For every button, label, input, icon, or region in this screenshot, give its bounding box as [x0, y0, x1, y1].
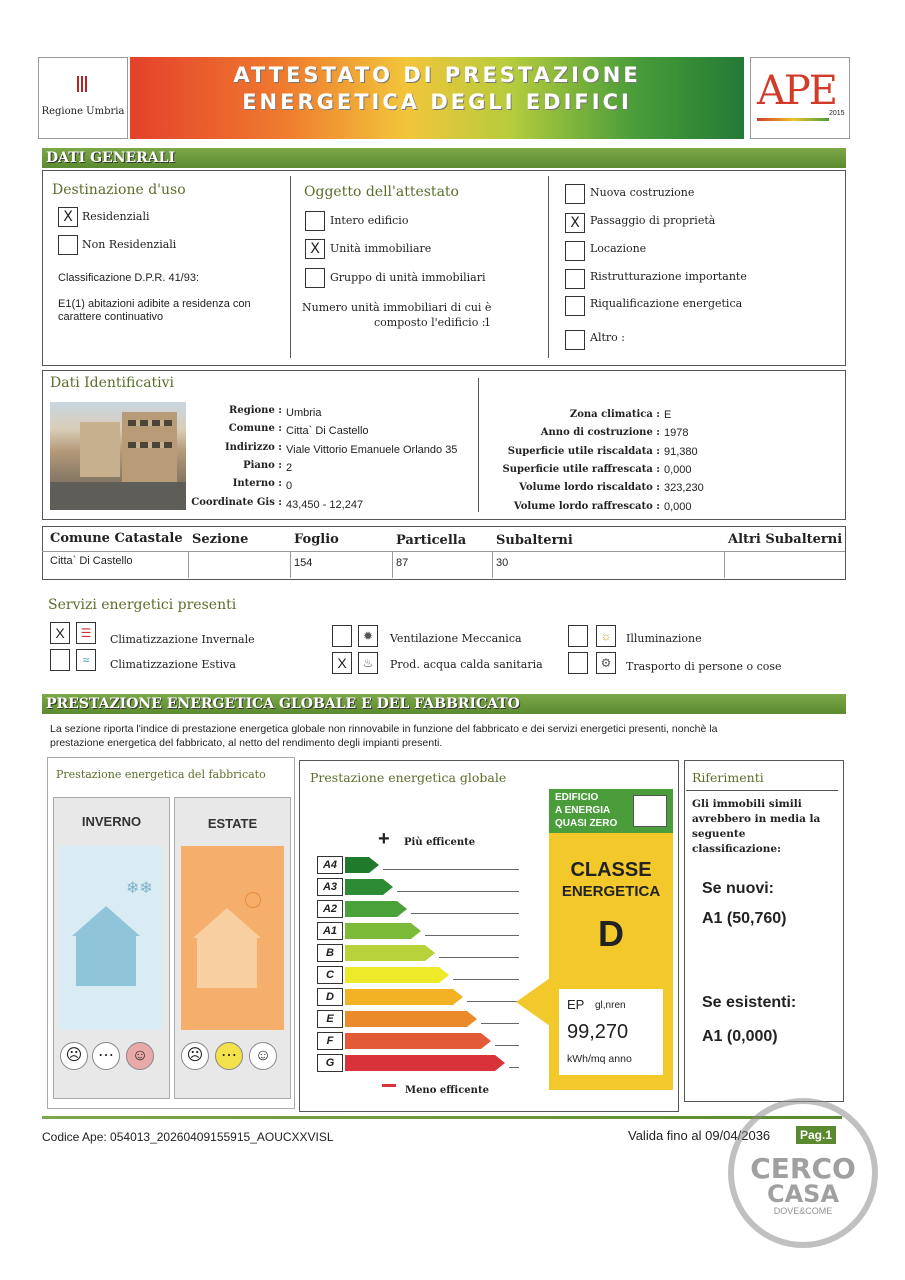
climatizzazione-invernale-checkbox[interactable]: X [50, 622, 70, 644]
energy-class-guide [397, 891, 519, 892]
house-hot-body [197, 938, 257, 988]
nzeb-checkbox [633, 795, 667, 827]
ventilazione-meccanica-checkbox[interactable] [332, 625, 352, 647]
coordinate-label: Coordinate Gis : [191, 497, 282, 508]
minus-icon [382, 1084, 396, 1087]
climatizzazione-invernale-label: Climatizzazione Invernale [110, 633, 255, 646]
catasto-header-comune: Comune Catastale [50, 531, 183, 546]
catasto-header-foglio: Foglio [294, 532, 339, 547]
plus-icon: + [378, 828, 390, 850]
energy-class-guide [411, 913, 519, 914]
oggetto-title: Oggetto dell'attestato [304, 184, 459, 200]
valida-fino: Valida fino al 09/04/2036 [628, 1128, 771, 1143]
energy-class-guide [481, 1023, 519, 1024]
non-residenziali-label: Non Residenziali [82, 238, 177, 251]
riqualificazione-checkbox[interactable] [565, 296, 585, 316]
intero-edificio-label: Intero edificio [330, 214, 409, 227]
acqua-calda-checkbox[interactable]: X [332, 652, 352, 674]
face-happy-icon: ☺ [249, 1042, 277, 1070]
house-cold-icon [72, 906, 140, 936]
indirizzo-value: Viale Vittorio Emanuele Orlando 35 [286, 444, 458, 456]
ape-logo: APE [757, 68, 836, 114]
ristrutturazione-checkbox[interactable] [565, 269, 585, 289]
estate-panel [174, 797, 291, 1099]
catasto-col-sep [188, 551, 189, 578]
energy-class-bar [345, 923, 421, 939]
regione-label: Regione : [229, 405, 282, 416]
energy-class-scale [317, 856, 527, 1076]
title-line1: ATTESTATO DI PRESTAZIONE [233, 63, 641, 87]
energy-class-row [317, 1010, 517, 1028]
id-labels-right [490, 409, 660, 519]
interno-value: 0 [286, 480, 293, 492]
energy-class-bar [345, 989, 463, 1005]
title-banner [130, 57, 744, 139]
classificazione-value-1: E1(1) abitazioni adibite a residenza con [58, 298, 251, 310]
energy-class-row [317, 856, 517, 874]
watermark-line3: DOVE&COME [773, 1206, 833, 1216]
classe-pointer-arrow [516, 978, 550, 1026]
climatizzazione-estiva-checkbox[interactable] [50, 649, 70, 671]
energy-class-bar [345, 857, 379, 873]
nuovi-value: A1 (50,760) [702, 910, 787, 927]
energy-class-label: A2 [317, 900, 343, 918]
energy-class-bar [345, 967, 449, 983]
passaggio-proprieta-checkbox[interactable]: X [565, 213, 585, 233]
numero-unita-line2: composto l'edificio : [374, 316, 486, 329]
nuova-costruzione-label: Nuova costruzione [590, 186, 695, 199]
fabbricato-title: Prestazione energetica del fabbricato [56, 768, 266, 781]
ape-logo-box [750, 57, 850, 139]
piano-label: Piano : [243, 460, 282, 471]
zona-climatica-label: Zona climatica : [569, 409, 660, 420]
energy-class-guide [467, 1001, 519, 1002]
classe-value: D [598, 913, 624, 954]
ep-box [559, 989, 663, 1075]
prestazione-desc-line1: La sezione riporta l'indice di prestazione energetica globale non rinnovabile in funzione del fabbricato e dei servizi energetici presenti, nonchè la [50, 723, 718, 735]
energy-class-bar [345, 1033, 491, 1049]
climatizzazione-estiva-label: Climatizzazione Estiva [110, 658, 236, 671]
energy-class-label: A4 [317, 856, 343, 874]
region-logo-box [38, 57, 128, 139]
divider [548, 176, 549, 358]
energy-class-label: F [317, 1032, 343, 1050]
energy-class-bar [345, 945, 435, 961]
altro-checkbox[interactable] [565, 330, 585, 350]
ventilazione-meccanica-label: Ventilazione Meccanica [390, 632, 522, 645]
anno-costruzione-label: Anno di costruzione : [540, 427, 660, 438]
ape-year: 2015 [829, 110, 845, 117]
altro-label: Altro : [590, 331, 625, 344]
gruppo-unita-checkbox[interactable] [305, 268, 325, 288]
inverno-label: INVERNO [81, 814, 142, 829]
house-hot-icon [193, 908, 261, 938]
inverno-panel [53, 797, 170, 1099]
rif-line2: avrebbero in media la [692, 813, 821, 825]
illuminazione-label: Illuminazione [626, 632, 702, 645]
energy-class-bar [345, 901, 407, 917]
interno-label: Interno : [232, 478, 282, 489]
energy-class-bar [345, 879, 393, 895]
energy-class-label: C [317, 966, 343, 984]
vol-raff-label: Volume lordo raffrescato : [513, 501, 660, 512]
energy-class-label: E [317, 1010, 343, 1028]
classificazione-value-2: carattere continuativo [58, 311, 164, 323]
ep-value: 99,270 [567, 1021, 629, 1043]
energy-class-label: B [317, 944, 343, 962]
comune-label: Comune : [228, 423, 282, 434]
rif-line1: Gli immobili simili [692, 798, 802, 810]
riqualificazione-label: Riqualificazione energetica [590, 297, 743, 310]
globale-title: Prestazione energetica globale [310, 770, 507, 785]
energy-class-row [317, 1054, 517, 1072]
classe-box [549, 789, 673, 1090]
lightbulb-icon: ☼ [596, 625, 616, 647]
catasto-cell-particella: 87 [396, 557, 409, 569]
catasto-cell-subalterni: 30 [496, 557, 509, 569]
regione-value: Umbria [286, 407, 322, 419]
illuminazione-checkbox[interactable] [568, 625, 588, 647]
vol-risc-label: Volume lordo riscaldato : [519, 482, 660, 493]
sup-raff-label: Superficie utile raffrescata : [502, 464, 660, 475]
riferimenti-divider [686, 790, 838, 791]
zona-climatica-value: E [664, 409, 672, 421]
energy-class-label: G [317, 1054, 343, 1072]
intero-edificio-checkbox[interactable] [305, 211, 325, 231]
prestazione-bar: PRESTAZIONE ENERGETICA GLOBALE E DEL FABBRICATO [42, 694, 846, 714]
non-residenziali-checkbox[interactable] [58, 235, 78, 255]
watermark-line1: CERCO [750, 1152, 856, 1185]
energy-class-bar [345, 1011, 477, 1027]
house-cold-body [76, 936, 136, 986]
sup-risc-label: Superficie utile riscaldata : [507, 446, 660, 457]
dati-identificativi-title: Dati Identificativi [50, 375, 175, 391]
sun-icon [245, 892, 261, 908]
sup-raff-value: 0,000 [664, 464, 692, 476]
vol-risc-value: 323,230 [664, 482, 704, 494]
catasto-col-sep [492, 551, 493, 578]
catasto-cell-foglio: 154 [294, 557, 313, 569]
face-sad-icon: ☹ [181, 1042, 209, 1070]
rif-line3: seguente [692, 828, 746, 840]
energy-class-guide [509, 1067, 519, 1068]
energy-class-guide [495, 1045, 519, 1046]
catasto-header-altri: Altri Subalterni [728, 532, 843, 547]
energy-class-row [317, 1032, 517, 1050]
catasto-header-particella: Particella [396, 533, 467, 548]
id-labels-left [190, 405, 282, 515]
divider [478, 378, 479, 512]
trasporto-checkbox[interactable] [568, 652, 588, 674]
energy-class-row [317, 878, 517, 896]
coordinate-value: 43,450 - 12,247 [286, 499, 364, 511]
energy-class-guide [439, 957, 519, 958]
gruppo-unita-label: Gruppo di unità immobiliari [330, 271, 486, 284]
locazione-label: Locazione [590, 242, 647, 255]
anno-costruzione-value: 1978 [664, 427, 689, 439]
esistenti-value: A1 (0,000) [702, 1028, 778, 1045]
air-conditioner-icon: ≈ [76, 649, 96, 671]
catasto-col-sep [724, 551, 725, 578]
energy-class-row [317, 988, 517, 1006]
piano-value: 2 [286, 462, 293, 474]
face-neutral-icon: ⋯ [215, 1042, 243, 1070]
energy-class-row [317, 922, 517, 940]
page-number: Pag.1 [796, 1126, 836, 1144]
classificazione-label: Classificazione D.P.R. 41/93: [58, 272, 200, 284]
catasto-header-subalterni: Subalterni [496, 533, 573, 548]
indirizzo-label: Indirizzo : [224, 442, 282, 453]
snowflake-icon: ❄❄ [126, 880, 153, 897]
acqua-calda-label: Prod. acqua calda sanitaria [390, 658, 543, 671]
servizi-title: Servizi energetici presenti [48, 597, 237, 613]
nzeb-line3: QUASI ZERO [555, 818, 618, 829]
ristrutturazione-label: Ristrutturazione importante [590, 270, 747, 283]
catasto-header-sezione: Sezione [192, 532, 249, 547]
trasporto-label: Trasporto di persone o cose [626, 660, 782, 673]
radiator-icon: ☰ [76, 622, 96, 644]
energy-class-row [317, 966, 517, 984]
fan-icon: ✹ [358, 625, 378, 647]
energy-class-guide [425, 935, 519, 936]
nuovi-label: Se nuovi: [702, 880, 775, 897]
classe-line2: ENERGETICA [561, 883, 661, 900]
classe-line1: CLASSE [570, 859, 652, 881]
region-emblem-icon [77, 76, 89, 92]
faucet-icon: ♨ [358, 652, 378, 674]
riferimenti-title: Riferimenti [692, 770, 764, 785]
residenziali-label: Residenziali [82, 210, 150, 223]
unita-immobiliare-checkbox[interactable]: X [305, 239, 325, 259]
residenziali-checkbox[interactable]: X [58, 207, 78, 227]
ape-underline [757, 118, 829, 121]
energy-class-row [317, 900, 517, 918]
footer-divider [42, 1116, 842, 1119]
nzeb-box [549, 789, 673, 833]
prestazione-desc-line2: prestazione energetica del fabbricato, al netto del rendimento degli impianti presenti. [50, 737, 443, 749]
comune-value: Citta` Di Castello [286, 425, 369, 437]
energy-class-bar [345, 1055, 505, 1071]
face-happy-icon: ☺ [126, 1042, 154, 1070]
ep-label: EP [567, 997, 585, 1012]
vol-raff-value: 0,000 [664, 501, 692, 513]
destinazione-title: Destinazione d'uso [52, 182, 186, 198]
estate-label: ESTATE [207, 816, 258, 831]
catasto-col-sep [392, 551, 393, 578]
nuova-costruzione-checkbox[interactable] [565, 184, 585, 204]
energy-class-label: A3 [317, 878, 343, 896]
building-photo [50, 402, 186, 510]
nzeb-line2: A ENERGIA [555, 805, 611, 816]
codice-ape: Codice Ape: 054013_20260409155915_AOUCXXVISL [42, 1130, 334, 1144]
energy-class-guide [453, 979, 519, 980]
energy-class-row [317, 944, 517, 962]
unita-immobiliare-label: Unità immobiliare [330, 242, 432, 255]
energy-class-label: D [317, 988, 343, 1006]
nzeb-line1: EDIFICIO [555, 792, 599, 803]
face-neutral-icon: ⋯ [92, 1042, 120, 1070]
energy-class-guide [383, 869, 519, 870]
riferimenti-panel [684, 760, 844, 1102]
passaggio-proprieta-label: Passaggio di proprietà [590, 214, 716, 227]
catasto-cell-comune: Citta` Di Castello [50, 555, 133, 567]
elevator-icon: ⚙ [596, 652, 616, 674]
ep-sub: gl,nren [595, 1000, 626, 1011]
region-logo-text: Regione Umbria [41, 106, 125, 117]
catasto-col-sep [290, 551, 291, 578]
rif-line4: classificazione: [692, 843, 781, 855]
watermark-logo [728, 1098, 878, 1248]
energy-class-label: A1 [317, 922, 343, 940]
esistenti-label: Se esistenti: [702, 994, 797, 1011]
title-line2: ENERGETICA DEGLI EDIFICI [242, 90, 632, 114]
piu-efficente-label: Più efficente [404, 837, 476, 848]
numero-unita-value: 1 [484, 316, 491, 329]
watermark-line2: CASA [766, 1180, 840, 1208]
ep-unit: kWh/mq anno [567, 1053, 632, 1065]
dati-generali-bar: DATI GENERALI [42, 148, 846, 168]
locazione-checkbox[interactable] [565, 241, 585, 261]
face-sad-icon: ☹ [60, 1042, 88, 1070]
sup-risc-value: 91,380 [664, 446, 698, 458]
numero-unita-line1: Numero unità immobiliari di cui è [302, 301, 492, 314]
meno-efficente-label: Meno efficente [405, 1085, 489, 1096]
divider [290, 176, 291, 358]
